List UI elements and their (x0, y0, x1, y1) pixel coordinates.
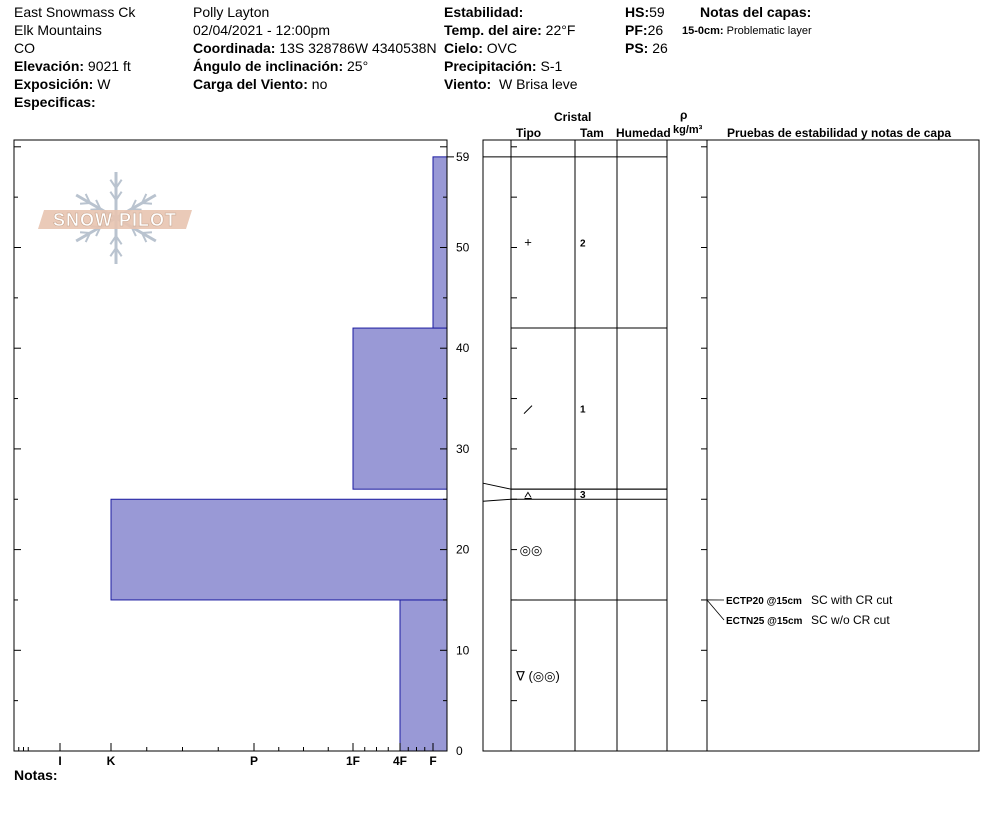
y-tick-label: 10 (456, 643, 470, 658)
y-tick-label: 30 (456, 441, 470, 456)
mountain-range: Elk Mountains (14, 22, 102, 38)
observer: Polly Layton (193, 4, 270, 20)
crystal-type-symbol: ∇ (◎◎) (516, 668, 560, 684)
type-column-header: Tipo (516, 126, 542, 140)
x-tick-label: 1F (345, 754, 361, 768)
x-tick-label: 4F (392, 754, 408, 768)
y-tick-label: 0 (456, 744, 463, 758)
test-code: ECTP20 @15cm (726, 596, 802, 607)
snowpilot-logo (38, 172, 192, 264)
y-tick-label: 50 (456, 240, 470, 255)
x-tick-label: F (429, 754, 437, 768)
tests-column-header: Pruebas de estabilidad y notas de capa (727, 126, 952, 140)
wind-loading: Carga del Viento: no (193, 76, 328, 92)
aspect: Exposición: W (14, 76, 111, 92)
crystal-type-symbol: + (524, 234, 532, 250)
coordinates: Coordinada: 13S 328786W 4340538N (193, 40, 437, 56)
crystal-size: 2 (580, 238, 586, 250)
air-temperature: Temp. del aire: 22°F (444, 22, 576, 38)
layer-table-frame (483, 140, 979, 751)
pit-depth-pf: PF:26 (625, 22, 664, 38)
elevation: Elevación: 9021 ft (14, 58, 131, 74)
test-code: ECTN25 @15cm (726, 616, 803, 627)
crystal-header: Cristal (554, 110, 592, 124)
layer-bracket (483, 499, 511, 501)
rho-header: ρ (680, 108, 688, 122)
x-tick-label: K (106, 754, 116, 768)
location-name: East Snowmass Ck (14, 4, 136, 20)
slope-angle: Ángulo de inclinación: 25° (193, 58, 369, 74)
moisture-column-header: Humedad (616, 126, 671, 140)
hardness-bar (433, 157, 447, 328)
layer-note: 15-0cm: Problematic layer (682, 25, 812, 37)
wind: Viento: W Brisa leve (444, 76, 578, 92)
test-leader-line (707, 600, 724, 620)
crystal-size: 1 (580, 404, 586, 416)
size-column-header: Tam (580, 126, 604, 140)
snowflake-branch (80, 203, 90, 204)
layer-notes-title: Notas del capas: (700, 4, 812, 20)
logo-wordmark: SNOW PILOT (53, 210, 177, 230)
snowflake-branch (142, 232, 152, 233)
pit-depth-ps: PS: 26 (625, 40, 668, 56)
crystal-type-symbol: ⩟ (524, 487, 532, 503)
y-tick-label: 59 (456, 149, 470, 164)
snow-height: HS:59 (625, 4, 665, 20)
notes-label: Notas: (14, 767, 58, 783)
state: CO (14, 40, 35, 56)
snowflake-branch (142, 203, 152, 204)
x-tick-label: I (58, 754, 62, 768)
datetime: 02/04/2021 - 12:00pm (193, 22, 330, 38)
specifics-label: Especificas: (14, 94, 96, 110)
crystal-type-symbol (524, 406, 532, 414)
snowflake-branch (80, 232, 90, 233)
test-note: SC with CR cut (811, 593, 893, 607)
y-tick-label: 40 (456, 341, 470, 356)
hardness-bar (111, 499, 447, 600)
density-column-header: kg/m³ (673, 124, 703, 136)
sky-cover: Cielo: OVC (444, 40, 518, 56)
crystal-type-symbol: ◎◎ (519, 542, 543, 558)
x-tick-label: P (249, 754, 259, 768)
crystal-size: 3 (580, 490, 586, 502)
stability: Estabilidad: (444, 4, 524, 20)
precipitation: Precipitación: S-1 (444, 58, 563, 74)
hardness-bar (400, 600, 447, 751)
test-note: SC w/o CR cut (811, 613, 890, 627)
y-tick-label: 20 (456, 542, 470, 557)
layer-bracket (483, 483, 511, 489)
hardness-bar (353, 328, 447, 489)
